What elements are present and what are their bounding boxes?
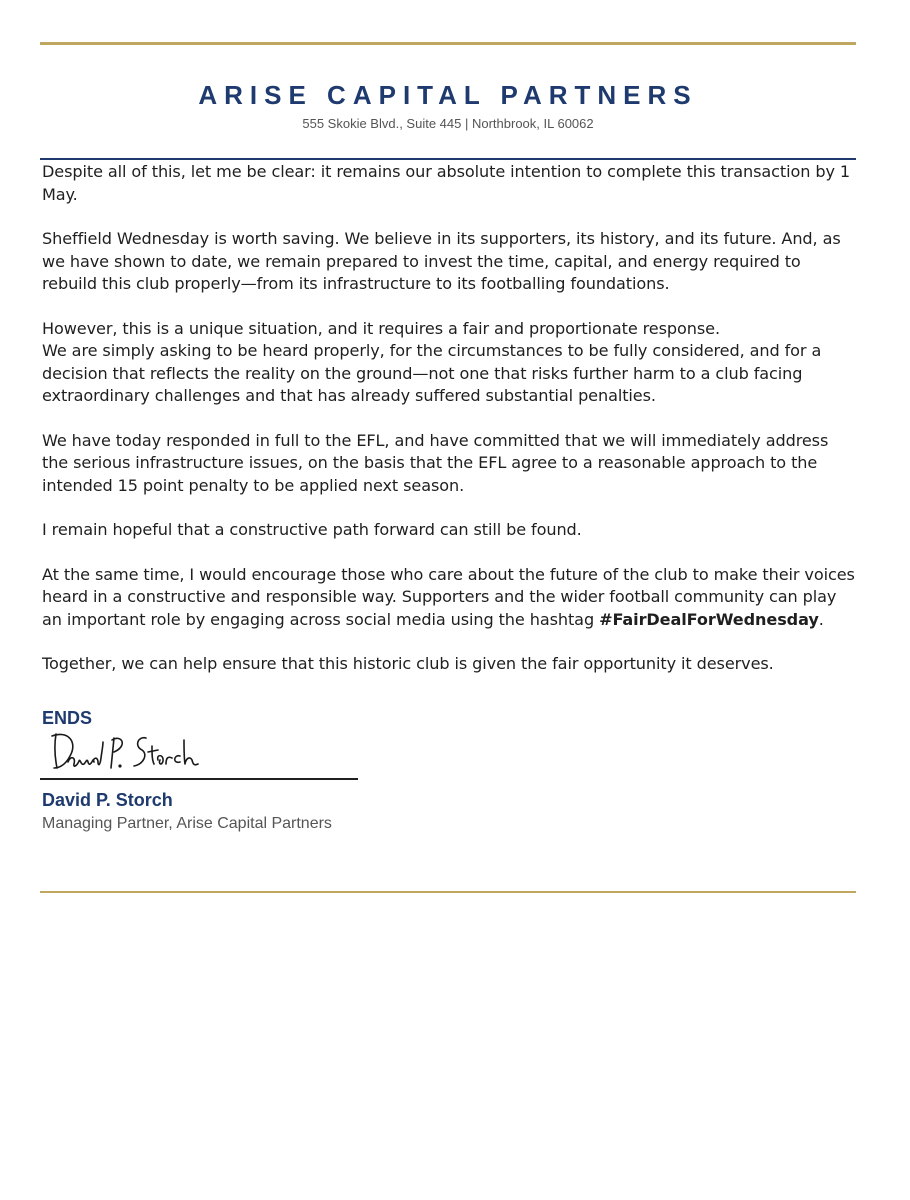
- ends-label: ENDS: [42, 708, 93, 728]
- company-address: 555 Skokie Blvd., Suite 445 | Northbrook, IL 60062: [302, 116, 594, 131]
- paragraph-intention: Despite all of this, let me be clear: it remains our absolute intention to complete this transaction by 1 May.: [42, 162, 851, 204]
- signer-name: David P. Storch: [42, 790, 173, 810]
- paragraph-hopeful: I remain hopeful that a constructive path forward can still be found.: [42, 520, 582, 539]
- paragraph-unique-situation: [42, 318, 857, 408]
- paragraph-worth-saving: Sheffield Wednesday is worth saving. We believe in its supporters, its history, and its future. And, as we have shown to date, we remain prepared to invest the time, capital, and energy required to rebuild this club properly—from its infrastructure to its footballing foundations.: [42, 229, 841, 293]
- letterhead-divider: [40, 158, 856, 160]
- signature-line: [40, 778, 358, 780]
- signer-title: Managing Partner, Arise Capital Partners: [42, 815, 332, 832]
- hashtag: #FairDealForWednesday: [599, 609, 819, 629]
- letter-body: [42, 161, 857, 698]
- paragraph-encourage: [42, 564, 857, 632]
- letterhead: [40, 80, 856, 132]
- paragraph-efl-response: We have today responded in full to the EFL, and have committed that we will immediately address the serious infrastructure issues, on the basis that the EFL agree to a reasonable approach to the intended 15 point penalty to be applied next season.: [42, 430, 829, 495]
- paragraph-encourage-end: .: [818, 609, 824, 629]
- paragraph-unique-situation-line2: We are simply asking to be heard properly, for the circumstances to be fully considered, and for a decision that reflects the reality on the ground—not one that risks further harm to a club facing extraordinary challenges and that has already suffered substantial penalties.: [42, 341, 822, 405]
- bottom-gold-divider: [40, 891, 856, 893]
- company-name: ARISE CAPITAL PARTNERS: [198, 80, 698, 110]
- handwritten-signature: [48, 728, 208, 776]
- paragraph-unique-situation-line1: However, this is a unique situation, and it requires a fair and proportionate response.: [42, 318, 720, 338]
- top-gold-divider: [40, 42, 856, 45]
- paragraph-encourage-text: At the same time, I would encourage those who care about the future of the club to make their voices heard in a constructive and responsible way. Supporters and the wider football community can play an important role by engaging across social media using the hashtag: [42, 564, 855, 629]
- paragraph-together: Together, we can help ensure that this historic club is given the fair opportunity it deserves.: [42, 654, 774, 673]
